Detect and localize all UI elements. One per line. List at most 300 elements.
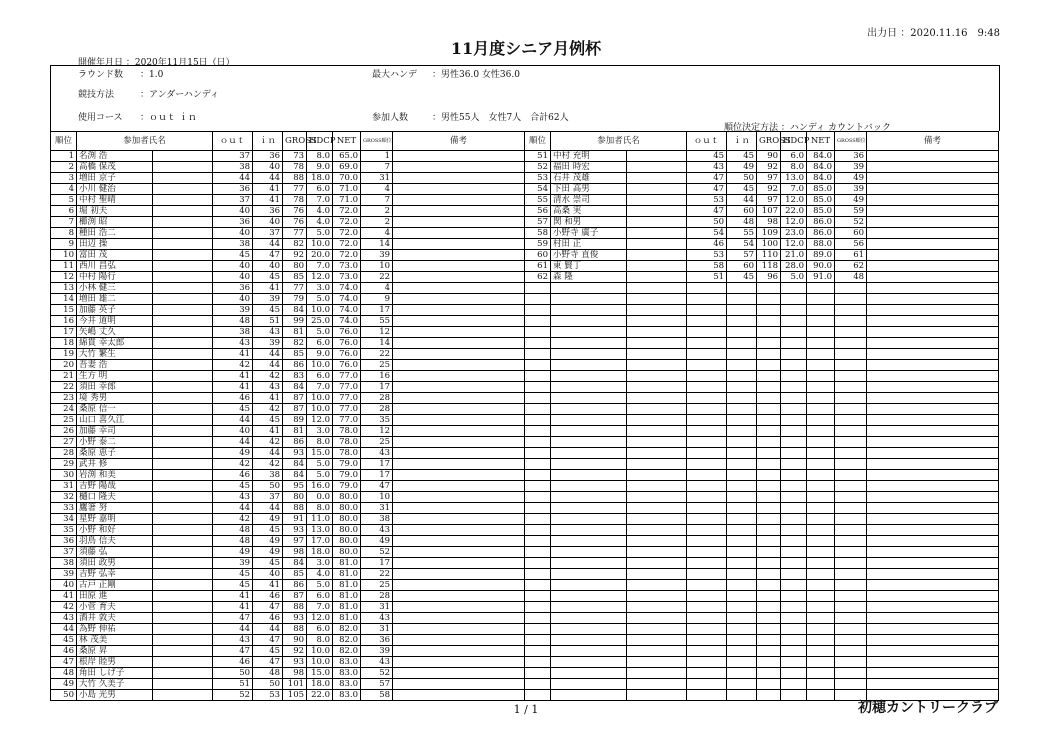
name-extra-cell <box>153 294 213 305</box>
rank-cell: 50 <box>51 690 77 701</box>
net-cell <box>807 668 835 679</box>
gross-cell <box>757 404 781 415</box>
notes-cell <box>393 382 525 393</box>
name-extra-cell <box>627 261 687 272</box>
table-row <box>525 162 999 173</box>
name-cell: 羽鳥 信夫 <box>77 536 153 547</box>
gross-rank-cell: 52 <box>361 547 393 558</box>
notes-cell <box>393 646 525 657</box>
name-cell: 星野 嘉明 <box>77 514 153 525</box>
hdcp-cell: 8.0 <box>781 162 807 173</box>
name-cell: 増田 京子 <box>77 173 153 184</box>
hdcp-cell <box>781 327 807 338</box>
gross-rank-cell: 39 <box>361 646 393 657</box>
notes-cell <box>867 635 999 646</box>
rank-cell: 19 <box>51 349 77 360</box>
gross-rank-cell: 4 <box>361 228 393 239</box>
page-title: 11月度シニア月例杯 <box>450 39 602 58</box>
gross-cell <box>757 525 781 536</box>
rank-cell: 34 <box>51 514 77 525</box>
name-extra-cell <box>153 250 213 261</box>
table-row <box>51 349 525 360</box>
gross-rank-cell: 31 <box>361 503 393 514</box>
notes-cell <box>393 393 525 404</box>
rank-cell: 20 <box>51 360 77 371</box>
rank-cell: 18 <box>51 338 77 349</box>
gross-cell: 86 <box>283 360 307 371</box>
name-extra-cell <box>627 327 687 338</box>
net-cell: 74.0 <box>333 283 361 294</box>
hdcp-cell: 0.0 <box>307 492 333 503</box>
rank-cell: 52 <box>525 162 551 173</box>
in-cell <box>727 415 757 426</box>
gross-rank-cell <box>835 547 867 558</box>
rank-cell: 24 <box>51 404 77 415</box>
name-cell: 大竹 繁生 <box>77 349 153 360</box>
col-net: NET <box>807 132 835 151</box>
gross-cell: 93 <box>283 525 307 536</box>
table-row <box>525 173 999 184</box>
col-hdcp: HDCP <box>781 132 807 151</box>
net-cell: 76.0 <box>333 360 361 371</box>
rank-cell: 4 <box>51 184 77 195</box>
rank-cell: 44 <box>51 624 77 635</box>
name-extra-cell <box>627 569 687 580</box>
name-cell: 須藤 弘 <box>77 547 153 558</box>
name-cell: 種田 浩二 <box>77 228 153 239</box>
name-cell <box>551 448 627 459</box>
col-notes: 備考 <box>867 132 999 151</box>
notes-cell <box>393 162 525 173</box>
net-cell <box>807 657 835 668</box>
in-cell: 41 <box>253 184 283 195</box>
table-row <box>51 338 525 349</box>
name-extra-cell <box>627 371 687 382</box>
rank-cell: 5 <box>51 195 77 206</box>
notes-cell <box>393 349 525 360</box>
gross-cell <box>757 382 781 393</box>
gross-cell: 92 <box>283 646 307 657</box>
gross-rank-cell: 17 <box>361 558 393 569</box>
out-cell <box>687 690 727 701</box>
name-extra-cell <box>627 613 687 624</box>
gross-rank-label: GROSS順位 <box>837 138 866 144</box>
name-cell <box>551 646 627 657</box>
name-extra-cell <box>627 591 687 602</box>
table-row <box>51 173 525 184</box>
name-extra-cell <box>153 437 213 448</box>
gross-rank-cell: 14 <box>361 338 393 349</box>
in-cell: 50 <box>253 481 283 492</box>
name-extra-cell <box>153 349 213 360</box>
name-extra-cell <box>153 679 213 690</box>
name-cell: 吉野 陽哉 <box>77 481 153 492</box>
hdcp-cell: 22.0 <box>781 206 807 217</box>
name-cell: 小野寺 直俊 <box>551 250 627 261</box>
gross-rank-cell <box>835 393 867 404</box>
gross-cell: 82 <box>283 239 307 250</box>
name-extra-cell <box>627 426 687 437</box>
gross-cell <box>757 283 781 294</box>
rank-cell <box>525 690 551 701</box>
hdcp-cell: 12.0 <box>781 195 807 206</box>
net-cell <box>807 580 835 591</box>
hdcp-cell: 12.0 <box>307 415 333 426</box>
hdcp-cell <box>781 580 807 591</box>
net-cell: 85.0 <box>807 206 835 217</box>
in-cell: 60 <box>727 261 757 272</box>
name-extra-cell <box>627 382 687 393</box>
in-cell: 48 <box>727 217 757 228</box>
notes-cell <box>867 679 999 690</box>
name-cell <box>551 492 627 503</box>
gross-rank-cell <box>835 514 867 525</box>
out-cell: 43 <box>213 338 253 349</box>
in-cell: 47 <box>253 657 283 668</box>
notes-cell <box>393 371 525 382</box>
hdcp-cell <box>781 294 807 305</box>
gross-rank-cell: 25 <box>361 580 393 591</box>
notes-cell <box>867 338 999 349</box>
notes-cell <box>393 503 525 514</box>
name-cell <box>551 536 627 547</box>
name-cell: 林 茂美 <box>77 635 153 646</box>
net-cell: 81.0 <box>333 569 361 580</box>
net-cell <box>807 602 835 613</box>
net-cell: 85.0 <box>807 195 835 206</box>
col-rank: 順位 <box>51 132 77 151</box>
name-cell: 小野 泰二 <box>77 437 153 448</box>
out-cell <box>687 426 727 437</box>
net-cell: 86.0 <box>807 217 835 228</box>
net-cell: 86.0 <box>807 228 835 239</box>
in-cell <box>727 547 757 558</box>
hdcp-cell <box>781 283 807 294</box>
table-row <box>525 415 999 426</box>
out-cell <box>687 393 727 404</box>
name-cell: 矢嶋 丈久 <box>77 327 153 338</box>
out-cell: 44 <box>213 503 253 514</box>
notes-cell <box>867 569 999 580</box>
gross-cell: 88 <box>283 503 307 514</box>
out-cell: 48 <box>213 316 253 327</box>
rank-cell <box>525 470 551 481</box>
hdcp-cell: 8.0 <box>307 151 333 162</box>
net-cell <box>807 591 835 602</box>
hdcp-cell: 10.0 <box>307 393 333 404</box>
net-cell <box>807 481 835 492</box>
in-cell: 60 <box>727 206 757 217</box>
in-cell: 44 <box>253 624 283 635</box>
name-cell: 境 秀男 <box>77 393 153 404</box>
gross-cell <box>757 646 781 657</box>
in-cell: 49 <box>727 162 757 173</box>
notes-cell <box>867 261 999 272</box>
rank-cell <box>525 459 551 470</box>
hdcp-cell: 10.0 <box>307 305 333 316</box>
name-cell: 古戸 正剛 <box>77 580 153 591</box>
gross-rank-cell <box>835 316 867 327</box>
rank-cell: 59 <box>525 239 551 250</box>
gross-cell: 84 <box>283 305 307 316</box>
name-extra-cell <box>153 470 213 481</box>
out-cell: 41 <box>213 382 253 393</box>
name-cell: 堀 初夫 <box>77 206 153 217</box>
gross-cell: 85 <box>283 569 307 580</box>
in-cell <box>727 525 757 536</box>
table-row <box>51 459 525 470</box>
table-row <box>51 448 525 459</box>
table-row <box>525 635 999 646</box>
gross-rank-cell <box>835 283 867 294</box>
table-row <box>525 569 999 580</box>
out-cell: 41 <box>213 371 253 382</box>
gross-rank-cell <box>835 349 867 360</box>
hdcp-cell <box>781 690 807 701</box>
name-extra-cell <box>153 602 213 613</box>
table-row <box>51 668 525 679</box>
name-cell <box>551 360 627 371</box>
hdcp-cell <box>781 646 807 657</box>
gross-cell: 85 <box>283 349 307 360</box>
table-row <box>51 635 525 646</box>
gross-cell: 96 <box>757 272 781 283</box>
notes-cell <box>393 569 525 580</box>
rank-cell: 49 <box>51 679 77 690</box>
rank-cell: 35 <box>51 525 77 536</box>
name-extra-cell <box>627 283 687 294</box>
table-row <box>525 448 999 459</box>
gross-cell: 93 <box>283 657 307 668</box>
notes-cell <box>867 184 999 195</box>
net-cell: 83.0 <box>333 679 361 690</box>
ranking-method: 順位決定方法 ：ハンディ カウントバック <box>724 123 891 133</box>
gross-cell <box>757 668 781 679</box>
name-extra-cell <box>153 492 213 503</box>
in-cell: 44 <box>253 349 283 360</box>
name-cell: 加藤 幸司 <box>77 426 153 437</box>
gross-cell: 93 <box>283 448 307 459</box>
notes-cell <box>867 360 999 371</box>
in-cell: 41 <box>253 195 283 206</box>
table-row <box>525 184 999 195</box>
gross-rank-cell <box>835 624 867 635</box>
gross-rank-cell <box>835 679 867 690</box>
method-label: 競技方法 <box>78 90 115 100</box>
in-cell: 45 <box>727 151 757 162</box>
out-cell: 45 <box>213 404 253 415</box>
name-extra-cell <box>153 371 213 382</box>
gross-rank-cell: 17 <box>361 470 393 481</box>
gross-cell: 89 <box>283 415 307 426</box>
gross-cell: 92 <box>757 162 781 173</box>
name-extra-cell <box>627 206 687 217</box>
gross-cell: 93 <box>283 613 307 624</box>
hdcp-cell: 17.0 <box>307 536 333 547</box>
hdcp-cell: 23.0 <box>781 228 807 239</box>
name-extra-cell <box>153 580 213 591</box>
gross-rank-cell: 25 <box>361 360 393 371</box>
gross-rank-cell <box>835 503 867 514</box>
hdcp-cell <box>781 503 807 514</box>
name-extra-cell <box>153 481 213 492</box>
course-label: 使用コース <box>78 113 123 123</box>
hdcp-cell: 3.0 <box>307 426 333 437</box>
table-row <box>525 668 999 679</box>
notes-cell <box>867 228 999 239</box>
notes-cell <box>867 162 999 173</box>
rank-cell: 21 <box>51 371 77 382</box>
gross-rank-cell <box>835 415 867 426</box>
out-cell: 41 <box>213 591 253 602</box>
name-cell <box>551 679 627 690</box>
out-cell <box>687 415 727 426</box>
gross-cell: 84 <box>283 558 307 569</box>
notes-cell <box>867 657 999 668</box>
out-cell <box>687 657 727 668</box>
gross-rank-cell <box>835 536 867 547</box>
hdcp-cell: 4.0 <box>307 217 333 228</box>
gross-rank-cell: 9 <box>361 294 393 305</box>
table-row <box>51 547 525 558</box>
in-cell: 39 <box>253 338 283 349</box>
in-cell <box>727 338 757 349</box>
notes-cell <box>393 437 525 448</box>
table-row <box>51 294 525 305</box>
hdcp-cell: 18.0 <box>307 679 333 690</box>
name-cell <box>551 558 627 569</box>
gross-cell: 91 <box>283 514 307 525</box>
in-cell <box>727 349 757 360</box>
name-extra-cell <box>153 415 213 426</box>
hdcp-cell: 5.0 <box>307 294 333 305</box>
name-extra-cell <box>153 525 213 536</box>
gross-cell: 100 <box>757 239 781 250</box>
net-cell: 81.0 <box>333 580 361 591</box>
rank-cell <box>525 635 551 646</box>
name-cell: 須田 幸郎 <box>77 382 153 393</box>
name-extra-cell <box>627 646 687 657</box>
hdcp-cell <box>781 635 807 646</box>
col-gross-rank <box>835 132 867 151</box>
rank-cell: 56 <box>525 206 551 217</box>
name-extra-cell <box>153 547 213 558</box>
hdcp-cell <box>781 668 807 679</box>
in-cell: 40 <box>253 217 283 228</box>
gross-rank-cell <box>835 492 867 503</box>
table-row <box>525 481 999 492</box>
net-cell: 84.0 <box>807 173 835 184</box>
net-cell <box>807 569 835 580</box>
in-cell: 37 <box>253 228 283 239</box>
rank-cell: 48 <box>51 668 77 679</box>
notes-cell <box>867 272 999 283</box>
net-cell <box>807 360 835 371</box>
rank-cell <box>525 437 551 448</box>
rank-cell <box>525 316 551 327</box>
hdcp-cell <box>781 371 807 382</box>
net-cell: 83.0 <box>333 657 361 668</box>
name-cell: 角田 しげ子 <box>77 668 153 679</box>
notes-cell <box>867 547 999 558</box>
rank-cell: 10 <box>51 250 77 261</box>
hdcp-cell: 5.0 <box>307 580 333 591</box>
name-cell: 森 隆 <box>551 272 627 283</box>
name-extra-cell <box>627 547 687 558</box>
in-cell: 50 <box>253 679 283 690</box>
gross-cell: 95 <box>283 481 307 492</box>
table-row <box>525 646 999 657</box>
gross-rank-cell <box>835 371 867 382</box>
out-cell: 46 <box>213 393 253 404</box>
hdcp-cell <box>781 547 807 558</box>
name-extra-cell <box>153 382 213 393</box>
gross-rank-cell: 2 <box>361 206 393 217</box>
rank-cell: 41 <box>51 591 77 602</box>
name-cell: 樋口 隆夫 <box>77 492 153 503</box>
gross-rank-cell: 52 <box>835 217 867 228</box>
net-cell <box>807 327 835 338</box>
gross-cell: 90 <box>757 151 781 162</box>
name-cell <box>551 294 627 305</box>
name-extra-cell <box>627 404 687 415</box>
gross-cell: 85 <box>283 272 307 283</box>
in-cell <box>727 503 757 514</box>
table-row <box>51 415 525 426</box>
net-cell: 77.0 <box>333 382 361 393</box>
notes-cell <box>867 580 999 591</box>
gross-cell <box>757 327 781 338</box>
table-row <box>51 305 525 316</box>
name-cell: 櫛渕 昭 <box>77 217 153 228</box>
rank-cell: 51 <box>525 151 551 162</box>
out-cell <box>687 558 727 569</box>
table-row <box>51 679 525 690</box>
hdcp-cell: 7.0 <box>307 195 333 206</box>
notes-cell <box>867 525 999 536</box>
out-cell <box>687 327 727 338</box>
gross-cell: 92 <box>757 184 781 195</box>
net-cell <box>807 624 835 635</box>
notes-cell <box>867 668 999 679</box>
name-cell: 山口 喜久江 <box>77 415 153 426</box>
in-cell <box>727 470 757 481</box>
net-cell <box>807 646 835 657</box>
table-row <box>525 547 999 558</box>
name-cell <box>551 503 627 514</box>
rank-cell: 62 <box>525 272 551 283</box>
out-cell: 43 <box>213 635 253 646</box>
name-cell: 福田 時宏 <box>551 162 627 173</box>
notes-cell <box>393 470 525 481</box>
gross-cell <box>757 591 781 602</box>
net-cell: 80.0 <box>333 492 361 503</box>
gross-cell: 80 <box>283 261 307 272</box>
net-cell <box>807 437 835 448</box>
name-cell: 田原 進 <box>77 591 153 602</box>
gross-rank-cell <box>835 657 867 668</box>
in-cell: 42 <box>253 404 283 415</box>
gross-rank-cell <box>835 635 867 646</box>
gross-cell: 101 <box>283 679 307 690</box>
name-extra-cell <box>153 360 213 371</box>
gross-cell <box>757 415 781 426</box>
in-cell <box>727 283 757 294</box>
out-cell: 36 <box>213 184 253 195</box>
name-cell: 増田 雄二 <box>77 294 153 305</box>
gross-rank-cell <box>835 360 867 371</box>
name-cell: 中村 陽行 <box>77 272 153 283</box>
